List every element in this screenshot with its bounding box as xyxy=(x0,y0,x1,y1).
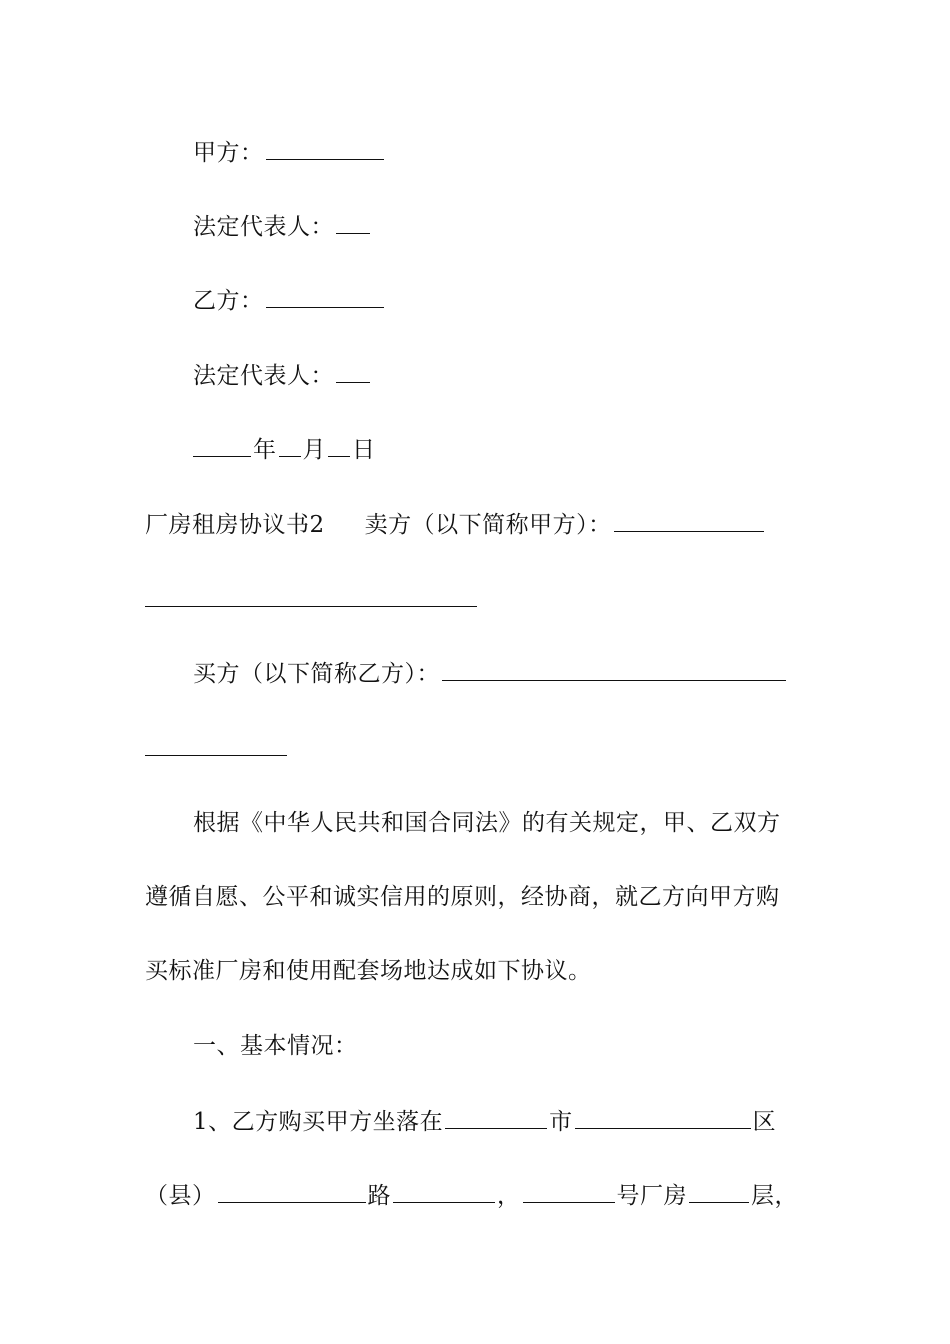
month-blank xyxy=(279,434,301,457)
section1-item1-line1 xyxy=(145,1106,858,1137)
section1-item1-line2 xyxy=(145,1180,810,1211)
building-no-blank xyxy=(523,1180,615,1203)
road-label: 路 xyxy=(367,1183,391,1209)
preamble-line-2: 遵循自愿、公平和诚实信用的原则，经协商，就乙方向甲方购 xyxy=(145,884,780,910)
buyer-line xyxy=(145,658,858,689)
day-label: 日 xyxy=(352,437,376,463)
year-blank xyxy=(193,434,251,457)
party-b-rep-line xyxy=(145,360,858,391)
party-a-line xyxy=(145,137,858,168)
party-b-label: 乙方： xyxy=(193,288,264,314)
party-b-rep-blank xyxy=(336,360,370,383)
agreement2-title: 厂房租房协议书2 xyxy=(145,512,325,538)
party-a-rep-line xyxy=(145,211,858,242)
party-b-blank xyxy=(266,285,384,308)
year-label: 年 xyxy=(253,437,277,463)
date-line xyxy=(145,434,858,465)
party-a-rep-blank xyxy=(336,211,370,234)
comma-label: ， xyxy=(497,1183,521,1209)
city-blank xyxy=(445,1106,547,1129)
seller-blank-continued xyxy=(145,584,477,607)
buyer-label: 买方（以下简称乙方）： xyxy=(193,661,440,687)
party-a-blank xyxy=(266,137,384,160)
seller-blank xyxy=(614,509,764,532)
road-no-blank xyxy=(393,1180,495,1203)
floor-blank xyxy=(689,1180,749,1203)
road-blank xyxy=(218,1180,366,1203)
seller-continuation-line xyxy=(145,584,810,615)
agreement2-header-line xyxy=(145,509,810,540)
buyer-blank-continued xyxy=(145,733,287,756)
month-label: 月 xyxy=(302,437,326,463)
district-label: 区 xyxy=(752,1109,777,1135)
preamble-line-3: 买标准厂房和使用配套场地达成如下协议。 xyxy=(145,958,592,984)
party-b-rep-label: 法定代表人： xyxy=(193,363,334,389)
buyer-blank xyxy=(442,658,786,681)
party-a-label: 甲方： xyxy=(193,140,264,166)
county-label: （县） xyxy=(145,1183,216,1209)
floor-label: 层， xyxy=(751,1183,798,1209)
section1-heading: 一、基本情况： xyxy=(193,1033,358,1059)
city-label: 市 xyxy=(549,1109,573,1135)
seller-label: 卖方（以下简称甲方）： xyxy=(364,512,612,538)
party-a-rep-label: 法定代表人： xyxy=(193,214,334,240)
item1-prefix: 1、乙方购买甲方坐落在 xyxy=(193,1109,444,1135)
district-blank xyxy=(575,1106,751,1129)
building-no-label: 号厂房 xyxy=(616,1183,687,1209)
day-blank xyxy=(328,434,350,457)
preamble-line-1: 根据《中华人民共和国合同法》的有关规定，甲、乙双方 xyxy=(193,810,781,836)
party-b-line xyxy=(145,285,858,316)
buyer-continuation-line xyxy=(145,733,810,764)
